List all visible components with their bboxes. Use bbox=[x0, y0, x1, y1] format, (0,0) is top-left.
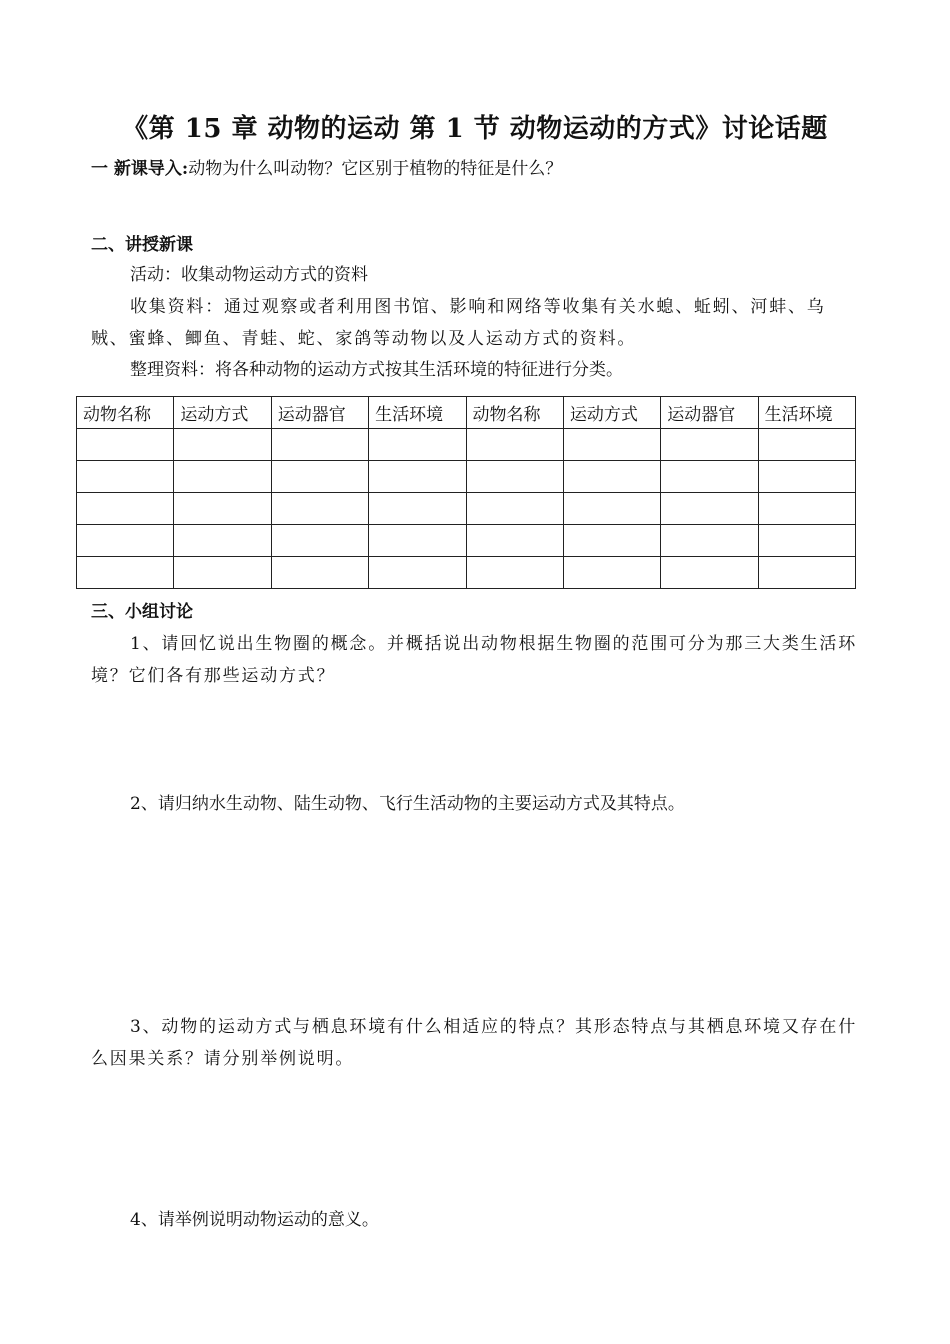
table-cell[interactable] bbox=[466, 525, 563, 557]
question-2: 2、请归纳水生动物、陆生动物、飞行生活动物的主要运动方式及其特点。 bbox=[130, 794, 685, 814]
table-header-cell: 运动方式 bbox=[563, 397, 660, 429]
table-cell[interactable] bbox=[661, 557, 758, 589]
table-row bbox=[77, 557, 856, 589]
table-cell[interactable] bbox=[271, 525, 368, 557]
table-cell[interactable] bbox=[174, 525, 271, 557]
section-intro-label: 一 新课导入: bbox=[91, 159, 189, 179]
table-row bbox=[77, 461, 856, 493]
table-cell[interactable] bbox=[563, 557, 660, 589]
table-header-cell: 动物名称 bbox=[466, 397, 563, 429]
table-row bbox=[77, 493, 856, 525]
table-cell[interactable] bbox=[661, 493, 758, 525]
table-cell[interactable] bbox=[369, 525, 466, 557]
question-4: 4、请举例说明动物运动的意义。 bbox=[130, 1210, 379, 1230]
table-cell[interactable] bbox=[77, 429, 174, 461]
section-intro bbox=[91, 153, 562, 185]
table-cell[interactable] bbox=[758, 557, 855, 589]
table-cell[interactable] bbox=[77, 557, 174, 589]
organize-line: 整理资料：将各种动物的运动方式按其生活环境的特征进行分类。 bbox=[130, 360, 623, 380]
table-cell[interactable] bbox=[174, 493, 271, 525]
table-cell[interactable] bbox=[563, 493, 660, 525]
table-header-cell: 生活环境 bbox=[758, 397, 855, 429]
question-3: 3、动物的运动方式与栖息环境有什么相适应的特点？其形态特点与其栖息环境又存在什么因果关系？请分别举例说明。 bbox=[91, 1017, 858, 1069]
table-cell[interactable] bbox=[466, 557, 563, 589]
table-cell[interactable] bbox=[466, 461, 563, 493]
table-cell[interactable] bbox=[758, 429, 855, 461]
table-cell[interactable] bbox=[271, 429, 368, 461]
table-cell[interactable] bbox=[369, 493, 466, 525]
table-cell[interactable] bbox=[758, 493, 855, 525]
table-cell[interactable] bbox=[271, 461, 368, 493]
table-cell[interactable] bbox=[563, 525, 660, 557]
table-cell[interactable] bbox=[466, 493, 563, 525]
table-header-cell: 运动器官 bbox=[271, 397, 368, 429]
table-cell[interactable] bbox=[758, 525, 855, 557]
table-cell[interactable] bbox=[661, 429, 758, 461]
activity-line: 活动：收集动物运动方式的资料 bbox=[130, 265, 368, 285]
section-teaching-heading: 二、讲授新课 bbox=[91, 235, 193, 255]
table-cell[interactable] bbox=[174, 557, 271, 589]
table-header-row bbox=[77, 397, 856, 429]
table-cell[interactable] bbox=[77, 525, 174, 557]
table-cell[interactable] bbox=[271, 493, 368, 525]
table-cell[interactable] bbox=[661, 461, 758, 493]
table-cell[interactable] bbox=[271, 557, 368, 589]
table-header-cell: 运动器官 bbox=[661, 397, 758, 429]
page-title: 《第 15 章 动物的运动 第 1 节 动物运动的方式》讨论话题 bbox=[122, 114, 828, 144]
section-intro-text: 动物为什么叫动物？它区别于植物的特征是什么？ bbox=[188, 159, 563, 179]
table-row bbox=[77, 429, 856, 461]
table-cell[interactable] bbox=[563, 429, 660, 461]
table-header-cell: 动物名称 bbox=[77, 397, 174, 429]
question-1: 1、请回忆说出生物圈的概念。并概括说出动物根据生物圈的范围可分为那三大类生活环境？它们各有那些运动方式？ bbox=[91, 634, 858, 686]
table-header-cell: 生活环境 bbox=[369, 397, 466, 429]
table-cell[interactable] bbox=[563, 461, 660, 493]
table-cell[interactable] bbox=[174, 461, 271, 493]
table-header-cell: 运动方式 bbox=[174, 397, 271, 429]
table-cell[interactable] bbox=[758, 461, 855, 493]
table-cell[interactable] bbox=[77, 461, 174, 493]
table-cell[interactable] bbox=[174, 429, 271, 461]
table-cell[interactable] bbox=[77, 493, 174, 525]
collect-paragraph: 收集资料：通过观察或者利用图书馆、影响和网络等收集有关水螅、蚯蚓、河蚌、乌贼、蜜蜂、鲫鱼、青蛙、蛇、家鸽等动物以及人运动方式的资料。 bbox=[91, 297, 826, 349]
section-discussion-heading: 三、小组讨论 bbox=[91, 602, 193, 622]
table-cell[interactable] bbox=[369, 461, 466, 493]
table-cell[interactable] bbox=[369, 429, 466, 461]
table-cell[interactable] bbox=[661, 525, 758, 557]
table-cell[interactable] bbox=[466, 429, 563, 461]
table-row bbox=[77, 525, 856, 557]
classification-table bbox=[76, 396, 856, 589]
table-cell[interactable] bbox=[369, 557, 466, 589]
